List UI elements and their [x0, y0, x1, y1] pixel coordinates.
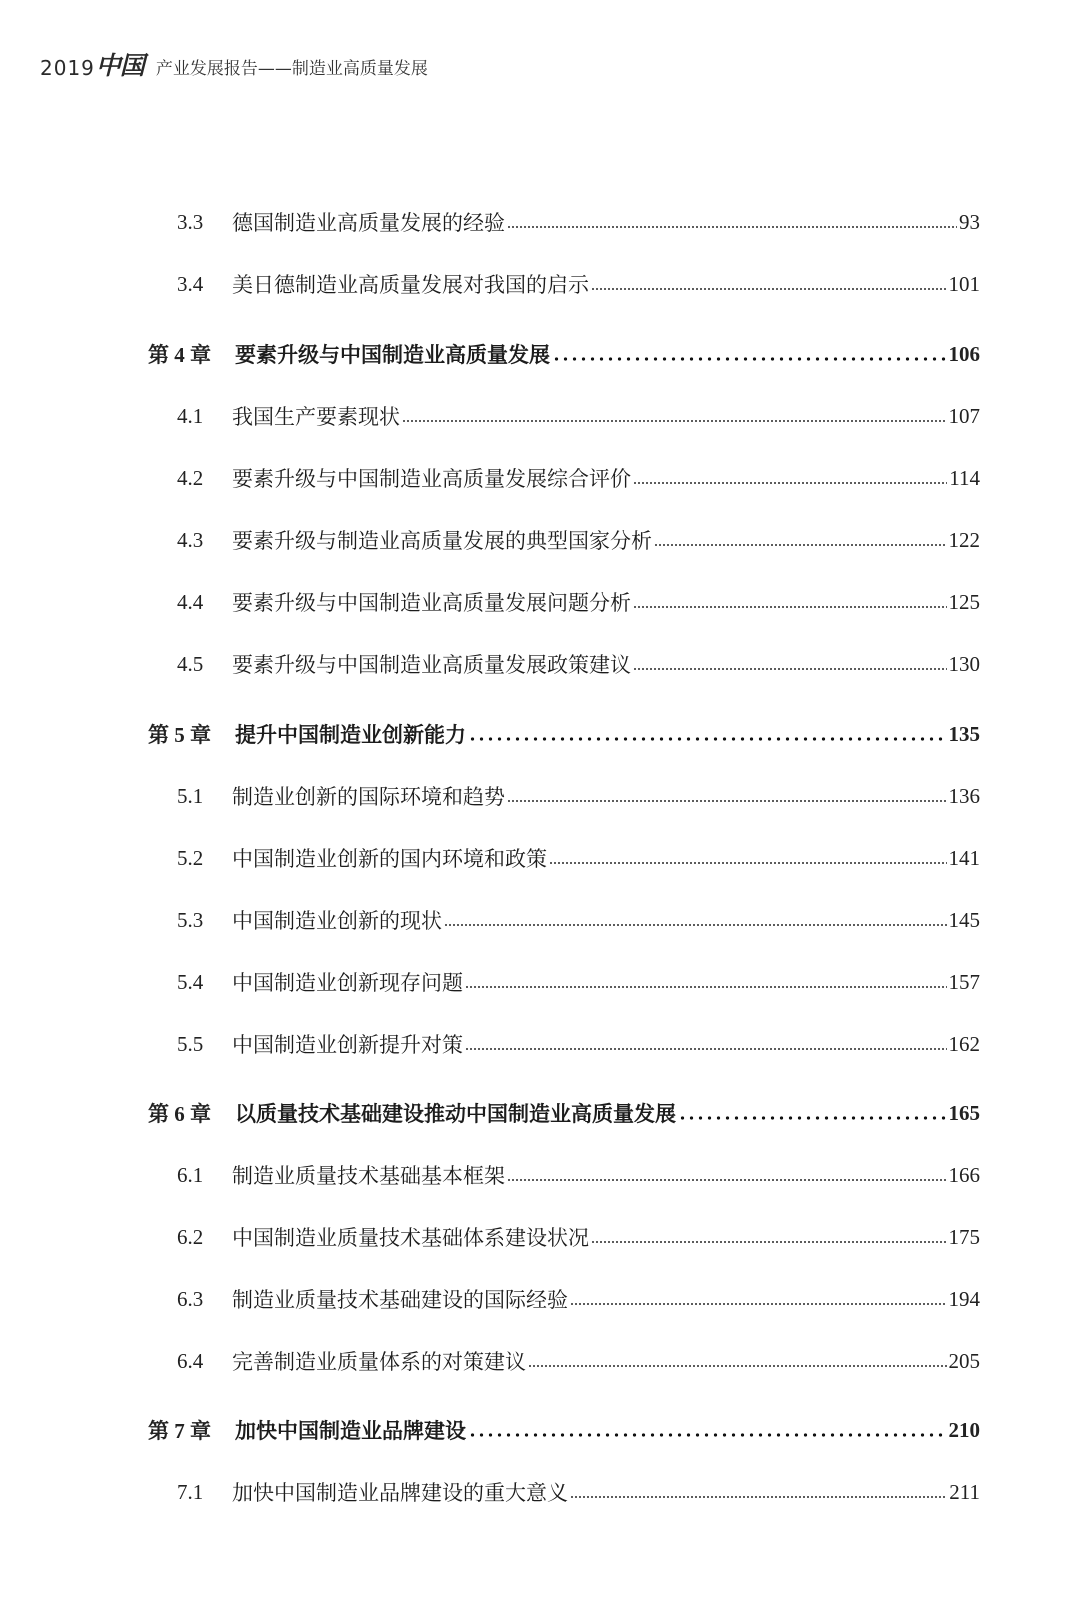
toc-entry-number: 5.2 [177, 845, 204, 870]
dot-leader [402, 418, 947, 424]
toc-entry-page: 145 [948, 907, 980, 932]
toc-chapter-page: 210 [948, 1417, 980, 1442]
toc-chapter-page: 135 [948, 721, 980, 746]
toc-entry[interactable] [0, 522, 1080, 558]
toc-entry-title: 制造业质量技术基础建设的国际经验 [232, 1288, 568, 1312]
dot-leader [678, 1115, 947, 1121]
dot-leader [468, 736, 947, 742]
toc-entry-title: 要素升级与中国制造业高质量发展综合评价 [232, 467, 631, 491]
toc-chapter[interactable] [0, 336, 1080, 372]
toc-entry-title: 加快中国制造业品牌建设的重大意义 [232, 1481, 568, 1505]
toc-entry-number: 7.1 [177, 1479, 204, 1504]
toc-chapter-title: 要素升级与中国制造业高质量发展 [235, 343, 550, 367]
toc-entry-number: 3.3 [177, 209, 204, 234]
toc-entry-page: 211 [949, 1479, 980, 1504]
dot-leader [633, 666, 947, 672]
toc-entry-title: 中国制造业质量技术基础体系建设状况 [232, 1226, 589, 1250]
dot-leader [468, 1432, 947, 1438]
dot-leader [528, 1363, 947, 1369]
toc-entry[interactable] [0, 398, 1080, 434]
toc-chapter-page: 106 [948, 341, 980, 366]
dot-leader [549, 860, 947, 866]
toc-entry-title: 我国生产要素现状 [232, 405, 400, 429]
toc-chapter-title: 加快中国制造业品牌建设 [235, 1419, 466, 1443]
dot-leader [552, 356, 947, 362]
dot-leader [465, 1046, 947, 1052]
toc-entry[interactable] [0, 646, 1080, 682]
toc-entry-page: 205 [948, 1348, 980, 1373]
toc-entry[interactable] [0, 584, 1080, 620]
toc-entry-title: 中国制造业创新的现状 [232, 909, 442, 933]
running-head [40, 50, 428, 80]
toc-chapter-number: 第 5 章 [148, 723, 211, 747]
toc-entry[interactable] [0, 204, 1080, 240]
toc-entry-number: 5.1 [177, 783, 204, 808]
toc-entry-number: 4.3 [177, 527, 204, 552]
toc-entry-number: 4.2 [177, 465, 204, 490]
toc-entry[interactable] [0, 1219, 1080, 1255]
toc-chapter-title: 以质量技术基础建设推动中国制造业高质量发展 [235, 1102, 676, 1126]
toc-entry[interactable] [0, 266, 1080, 302]
toc-chapter[interactable] [0, 1412, 1080, 1448]
dot-leader [633, 604, 947, 610]
toc-chapter[interactable] [0, 1095, 1080, 1131]
dot-leader [507, 798, 947, 804]
toc-entry-number: 6.4 [177, 1348, 204, 1373]
dot-leader [570, 1301, 947, 1307]
toc-entry[interactable] [0, 1281, 1080, 1317]
toc-entry-page: 166 [948, 1162, 980, 1187]
toc-chapter-number: 第 4 章 [148, 343, 211, 367]
dot-leader [591, 1239, 947, 1245]
running-head-year: 2019 [40, 56, 95, 80]
toc-entry-title: 完善制造业质量体系的对策建议 [232, 1350, 526, 1374]
dot-leader [570, 1494, 947, 1500]
toc-entry-title: 中国制造业创新提升对策 [232, 1033, 463, 1057]
toc-entry-number: 3.4 [177, 271, 204, 296]
toc-entry[interactable] [0, 778, 1080, 814]
toc-entry[interactable] [0, 840, 1080, 876]
toc-entry[interactable] [0, 460, 1080, 496]
toc-entry[interactable] [0, 964, 1080, 1000]
toc-entry-title: 要素升级与制造业高质量发展的典型国家分析 [232, 529, 652, 553]
toc-entry-page: 130 [948, 651, 980, 676]
toc-entry-page: 175 [948, 1224, 980, 1249]
toc-entry-page: 136 [948, 783, 980, 808]
toc-entry-number: 6.1 [177, 1162, 204, 1187]
toc-entry-page: 107 [948, 403, 980, 428]
dot-leader [633, 480, 947, 486]
toc-entry-title: 要素升级与中国制造业高质量发展问题分析 [232, 591, 631, 615]
toc-entry-number: 6.2 [177, 1224, 204, 1249]
toc-entry-title: 制造业创新的国际环境和趋势 [232, 785, 505, 809]
toc-entry-number: 4.1 [177, 403, 204, 428]
toc-entry-number: 5.5 [177, 1031, 204, 1056]
toc-entry-page: 194 [948, 1286, 980, 1311]
toc-entry[interactable] [0, 1157, 1080, 1193]
toc-entry-page: 93 [959, 209, 980, 234]
toc-entry-number: 5.4 [177, 969, 204, 994]
toc-entry-page: 141 [948, 845, 980, 870]
toc-entry-title: 中国制造业创新现存问题 [232, 971, 463, 995]
toc-entry-title: 要素升级与中国制造业高质量发展政策建议 [232, 653, 631, 677]
toc-entry-page: 114 [949, 465, 980, 490]
toc-entry-page: 125 [948, 589, 980, 614]
toc-entry[interactable] [0, 1474, 1080, 1510]
toc-entry[interactable] [0, 1026, 1080, 1062]
toc-entry-title: 美日德制造业高质量发展对我国的启示 [232, 273, 589, 297]
toc-entry-page: 101 [948, 271, 980, 296]
toc-entry-number: 6.3 [177, 1286, 204, 1311]
toc-chapter-title: 提升中国制造业创新能力 [235, 723, 466, 747]
dot-leader [507, 1177, 947, 1183]
toc-entry-number: 4.5 [177, 651, 204, 676]
running-head-logo: 中国 [95, 51, 144, 80]
dot-leader [507, 224, 957, 230]
toc-chapter-number: 第 7 章 [148, 1419, 211, 1443]
toc-entry-page: 162 [948, 1031, 980, 1056]
toc-entry-title: 中国制造业创新的国内环境和政策 [232, 847, 547, 871]
toc-entry-page: 157 [948, 969, 980, 994]
dot-leader [591, 286, 947, 292]
toc-entry[interactable] [0, 902, 1080, 938]
running-head-title: 产业发展报告——制造业高质量发展 [155, 59, 428, 79]
dot-leader [465, 984, 947, 990]
dot-leader [444, 922, 947, 928]
toc-entry-title: 制造业质量技术基础基本框架 [232, 1164, 505, 1188]
toc-chapter-number: 第 6 章 [148, 1102, 211, 1126]
toc-chapter[interactable] [0, 716, 1080, 752]
toc-entry[interactable] [0, 1343, 1080, 1379]
toc-entry-number: 5.3 [177, 907, 204, 932]
toc-entry-number: 4.4 [177, 589, 204, 614]
dot-leader [654, 542, 947, 548]
toc-chapter-page: 165 [948, 1100, 980, 1125]
toc-entry-page: 122 [948, 527, 980, 552]
toc-entry-title: 德国制造业高质量发展的经验 [232, 211, 505, 235]
